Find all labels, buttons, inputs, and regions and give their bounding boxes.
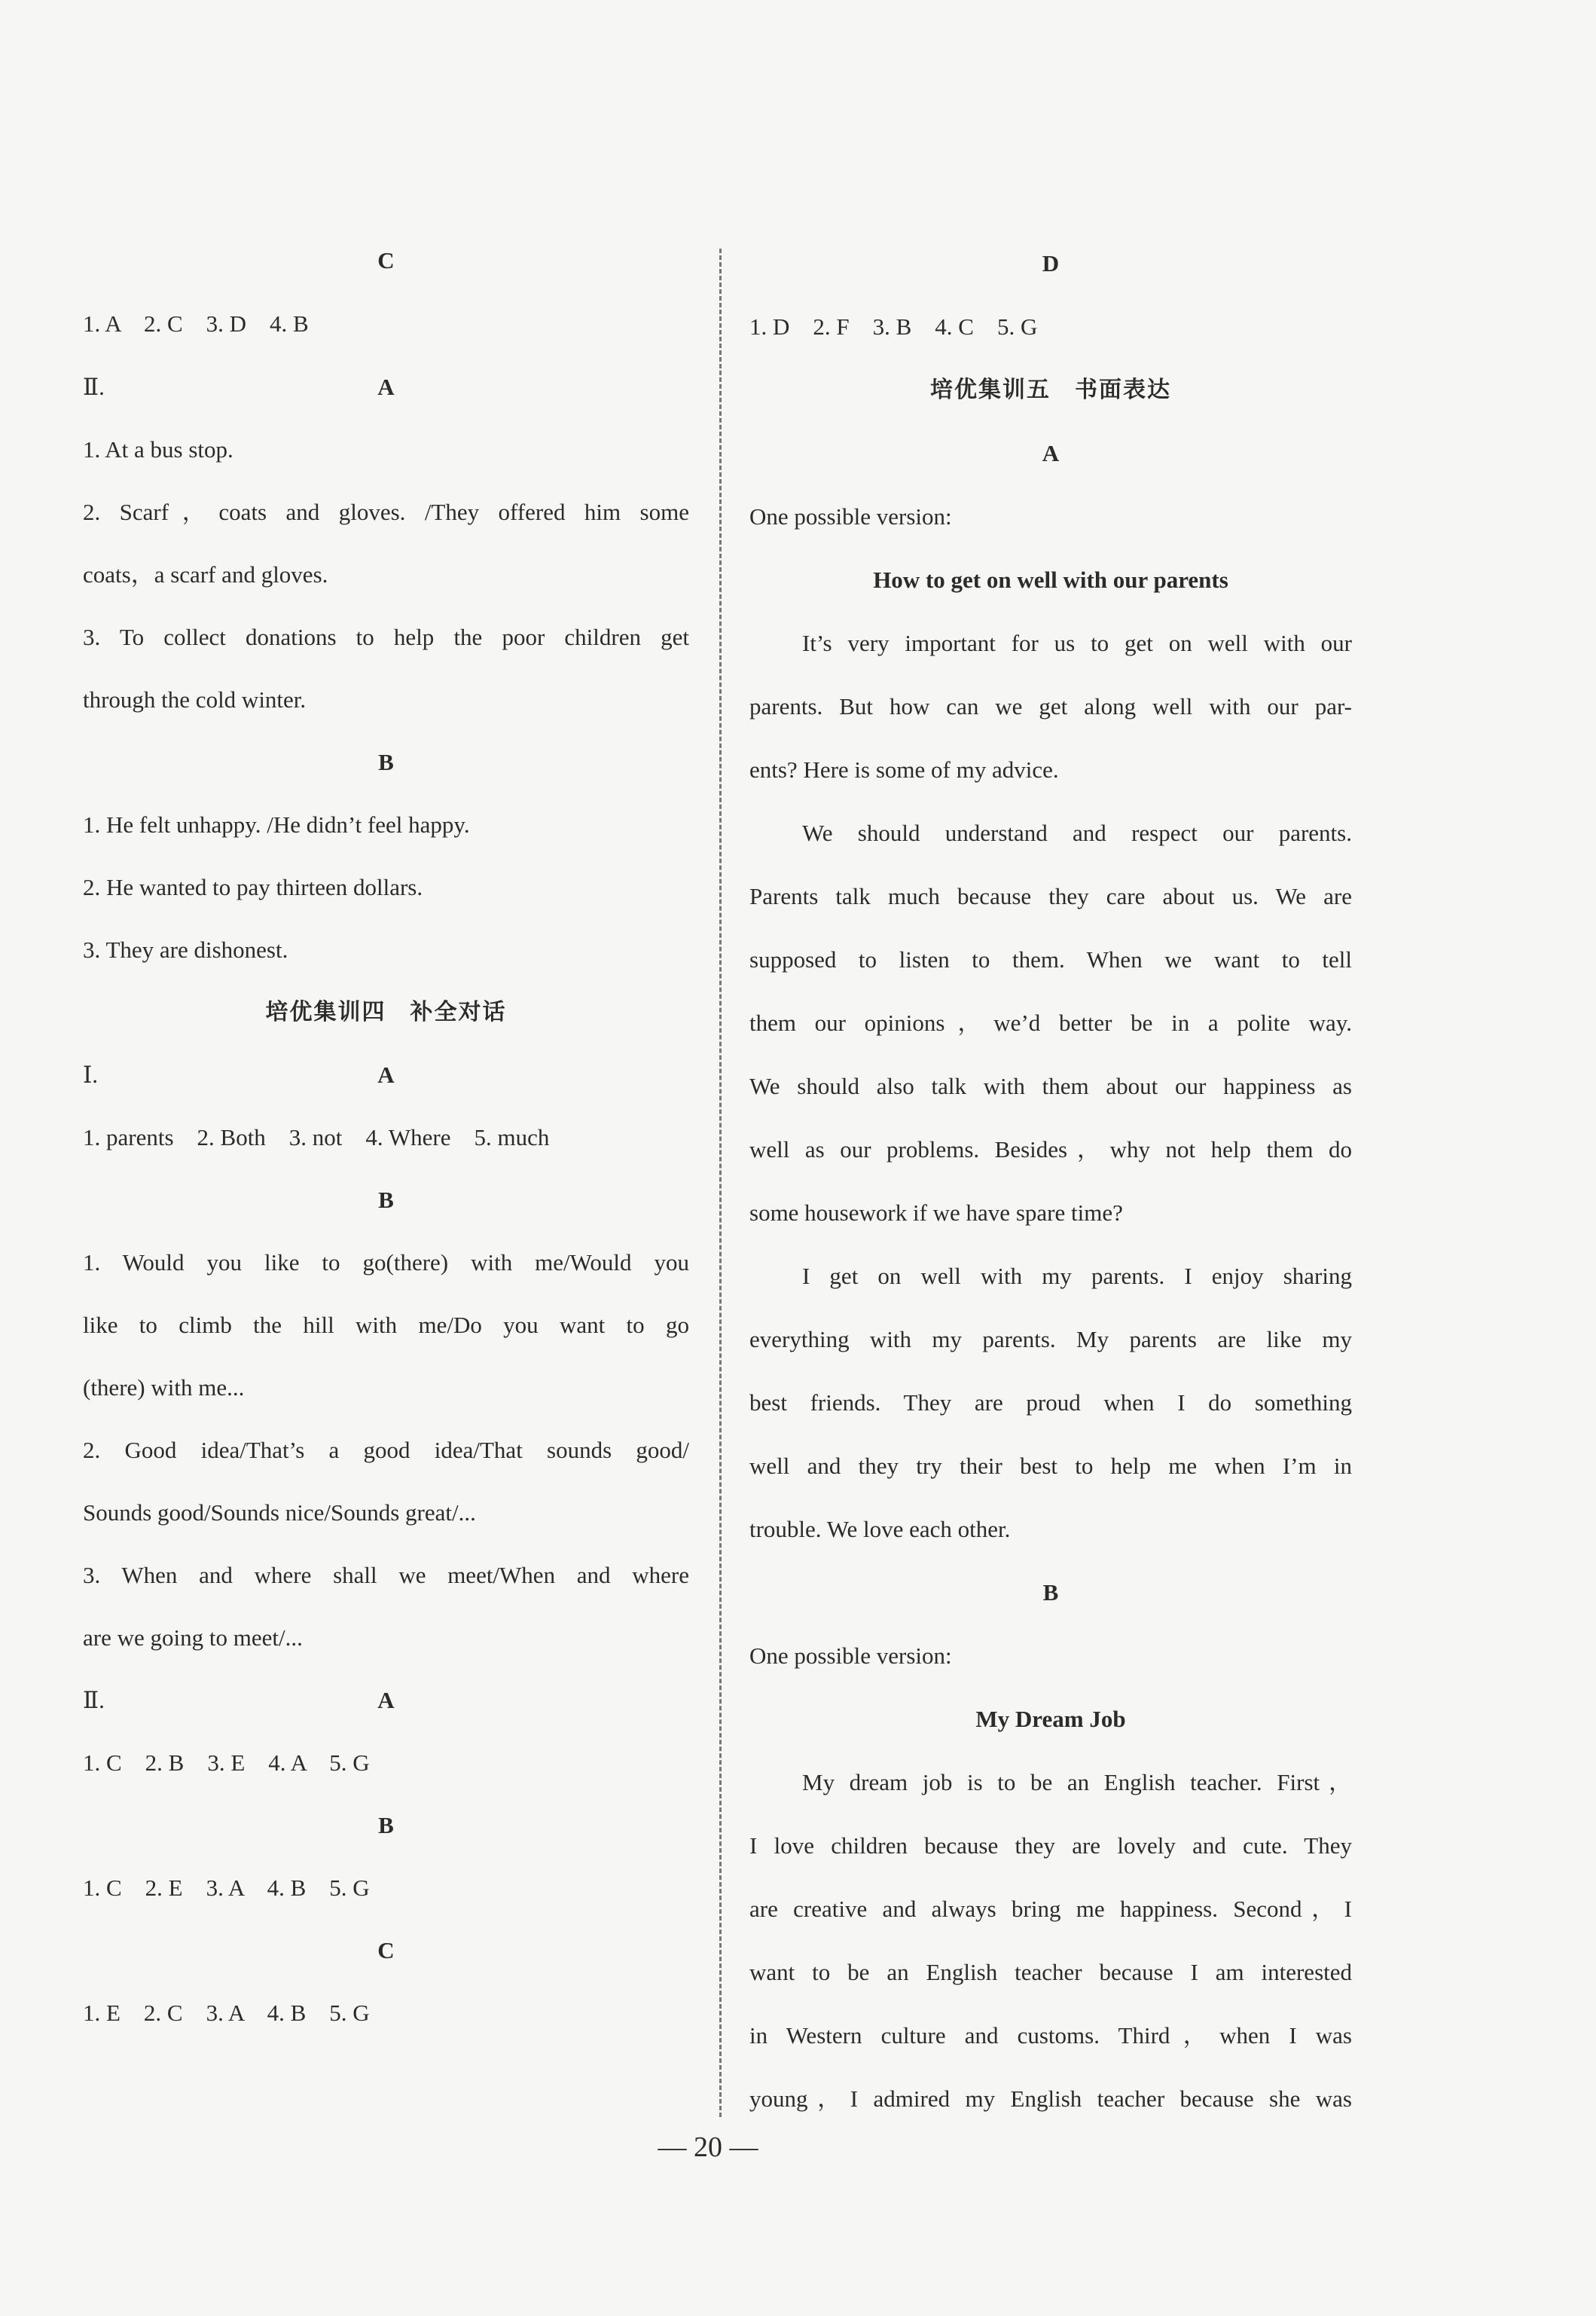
unit5-label-b: B <box>1042 1579 1059 1606</box>
roman-numeral-2: Ⅱ. <box>83 374 105 400</box>
section-label-d: D <box>1042 250 1060 277</box>
column-divider <box>719 249 722 2117</box>
answer-a2-line2: coats，a scarf and gloves. <box>83 561 328 588</box>
unit4-label-b: B <box>378 1187 394 1213</box>
essay-a-line: trouble. We love each other. <box>749 1516 1011 1542</box>
essay-a-line: We should understand and respect our parents. <box>802 820 1352 846</box>
answer-a2-line1: 2. Scarf，coats and gloves. /They offered him some <box>83 499 689 525</box>
essay-a-line: Parents talk much because they care about us. We are <box>749 883 1352 909</box>
section-2-row <box>83 372 689 402</box>
essay-b-line: want to be an English teacher because I am interested <box>749 1959 1352 1985</box>
essay-a-line: supposed to listen to them. When we want to tell <box>749 946 1352 973</box>
essay-a-line: It’s very important for us to get on well with our <box>802 630 1352 656</box>
essay-a-line: some housework if we have spare time? <box>749 1199 1123 1226</box>
unit4-section-1-row <box>83 1060 689 1090</box>
roman-numeral-1: Ⅰ. <box>83 1062 98 1088</box>
essay-a-line: ents? Here is some of my advice. <box>749 756 1059 783</box>
essay-a-line: I get on well with my parents. I enjoy sharing <box>802 1263 1352 1289</box>
answer-a3-line2: through the cold winter. <box>83 686 307 713</box>
answers-d: 1. D 2. F 3. B 4. C 5. G <box>749 313 1038 340</box>
unit4-2-answers-a: 1. C 2. B 3. E 4. A 5. G <box>83 1749 370 1776</box>
essay-a-title: How to get on well with our parents <box>873 567 1228 593</box>
unit4-title: 培优集训四 补全对话 <box>265 999 507 1025</box>
unit4-answers-a: 1. parents 2. Both 3. not 4. Where 5. much <box>83 1124 550 1150</box>
essay-a-intro: One possible version: <box>749 503 952 530</box>
unit4-b2-line2: Sounds good/Sounds nice/Sounds great/... <box>83 1499 476 1526</box>
essay-b-line: in Western culture and customs. Third，when I was <box>749 2022 1352 2049</box>
unit4-2-label-c: C <box>377 1937 395 1963</box>
answer-a1: 1. At a bus stop. <box>83 436 233 463</box>
unit4-2-label-a: A <box>377 1687 395 1713</box>
essay-b-line: are creative and always bring me happiness. Second，I <box>749 1896 1352 1922</box>
answer-a3-line1: 3. To collect donations to help the poor children get <box>83 624 689 650</box>
section-label-b: B <box>378 749 394 775</box>
unit4-b1-line2: like to climb the hill with me/Do you want to go <box>83 1312 689 1338</box>
unit4-b3-line1: 3. When and where shall we meet/When and where <box>83 1562 689 1588</box>
essay-a-line: parents. But how can we get along well with our par- <box>749 693 1352 720</box>
essay-b-intro: One possible version: <box>749 1642 952 1669</box>
answer-b1: 1. He felt unhappy. /He didn’t feel happy. <box>83 811 470 838</box>
essay-a-line: everything with my parents. My parents are like my <box>749 1326 1352 1352</box>
unit4-b3-line2: are we going to meet/... <box>83 1624 303 1651</box>
unit4-b2-line1: 2. Good idea/That’s a good idea/That sounds good/ <box>83 1437 689 1463</box>
unit4-b1-line1: 1. Would you like to go(there) with me/Would you <box>83 1249 689 1276</box>
answer-b2: 2. He wanted to pay thirteen dollars. <box>83 874 423 900</box>
essay-a-line: well as our problems. Besides，why not help them do <box>749 1136 1352 1163</box>
essay-b-line: young，I admired my English teacher because she was <box>749 2085 1352 2112</box>
page-number: — 20 — <box>658 2131 758 2163</box>
unit4-2-label-b: B <box>378 1812 394 1838</box>
essay-b-line: I love children because they are lovely and cute. They <box>749 1832 1352 1859</box>
essay-b-line: My dream job is to be an English teacher. First， <box>802 1769 1352 1795</box>
roman-numeral-2b: Ⅱ. <box>83 1687 105 1713</box>
unit4-label-a: A <box>377 1062 395 1088</box>
unit5-label-a: A <box>1042 440 1060 466</box>
essay-a-line: We should also talk with them about our happiness as <box>749 1073 1352 1099</box>
answer-b3: 3. They are dishonest. <box>83 936 288 963</box>
answers-c: 1. A 2. C 3. D 4. B <box>83 310 309 337</box>
unit4-2-answers-c: 1. E 2. C 3. A 4. B 5. G <box>83 2000 370 2026</box>
section-label-a: A <box>377 374 395 400</box>
unit4-b1-line3: (there) with me... <box>83 1374 245 1401</box>
essay-a-line: best friends. They are proud when I do something <box>749 1389 1352 1416</box>
unit4-2-answers-b: 1. C 2. E 3. A 4. B 5. G <box>83 1874 370 1901</box>
essay-a-line: well and they try their best to help me when I’m in <box>749 1453 1352 1479</box>
essay-b-title: My Dream Job <box>975 1706 1126 1732</box>
essay-a-line: them our opinions，we’d better be in a polite way. <box>749 1010 1352 1036</box>
section-label-c: C <box>377 247 395 273</box>
unit5-title: 培优集训五 书面表达 <box>930 377 1171 403</box>
unit4-section-2-row <box>83 1685 689 1716</box>
